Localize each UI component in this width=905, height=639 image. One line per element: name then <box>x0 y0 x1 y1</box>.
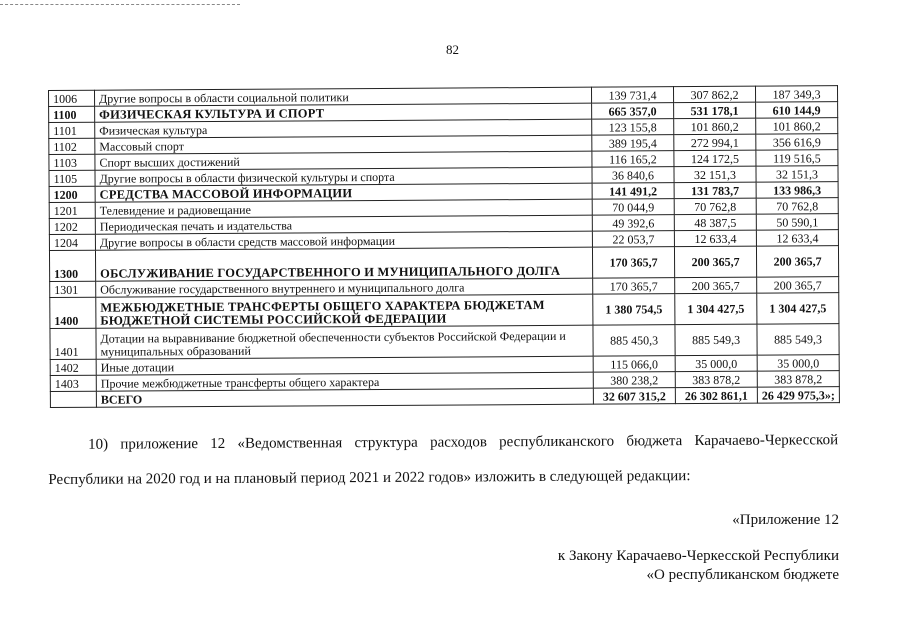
value-2021: 200 365,7 <box>675 277 757 294</box>
total-label: ВСЕГО <box>96 388 593 407</box>
row-code: 1401 <box>50 328 96 359</box>
value-2021: 101 860,2 <box>674 118 756 135</box>
value-2021: 531 178,1 <box>674 102 756 119</box>
value-2020: 380 238,2 <box>593 372 675 389</box>
value-2020: 116 165,2 <box>592 151 674 168</box>
row-code: 1006 <box>49 90 95 106</box>
amendment-paragraph <box>48 423 838 498</box>
value-2022: 187 349,3 <box>755 86 837 103</box>
row-code: 1300 <box>49 250 95 281</box>
value-2022: 32 151,3 <box>756 166 838 183</box>
total-code-cell <box>50 391 96 407</box>
row-name: СРЕДСТВА МАССОВОЙ ИНФОРМАЦИИ <box>95 183 592 202</box>
value-2020: 389 195,4 <box>592 135 674 152</box>
row-name: Спорт высших достижений <box>95 151 592 170</box>
value-2021: 48 387,5 <box>674 214 756 231</box>
value-2021: 32 151,3 <box>674 166 756 183</box>
row-name: Обслуживание государственного внутреннего и муниципального долга <box>96 278 593 297</box>
value-2022: 70 762,8 <box>756 198 838 215</box>
row-name: ФИЗИЧЕСКАЯ КУЛЬТУРА И СПОРТ <box>95 103 592 122</box>
row-name: Периодическая печать и издательства <box>95 215 592 234</box>
value-2022: 12 633,4 <box>756 230 838 247</box>
row-name: Иные дотации <box>96 356 593 375</box>
value-2020: 1 380 754,5 <box>593 294 675 326</box>
row-name: Другие вопросы в области средств массовой информации <box>95 231 592 250</box>
table-row <box>50 324 839 360</box>
budget-table-body <box>49 86 840 408</box>
row-code: 1100 <box>49 106 95 122</box>
value-2020: 170 365,7 <box>593 278 675 295</box>
page-number: 82 <box>446 42 459 57</box>
row-code: 1301 <box>50 281 96 297</box>
value-2020: 170 365,7 <box>592 247 674 279</box>
value-2020: 123 155,8 <box>592 119 674 136</box>
value-2022: 133 986,3 <box>756 182 838 199</box>
row-code: 1102 <box>49 138 95 154</box>
row-name: Дотации на выравнивание бюджетной обеспеченности субъектов Российской Федерации и муниципальных образований <box>96 325 593 359</box>
value-2020: 49 392,6 <box>592 215 674 232</box>
value-2021: 131 783,7 <box>674 182 756 199</box>
value-2022: 200 365,7 <box>756 246 838 278</box>
law-line-2: «О республиканском бюджете <box>646 567 839 583</box>
budget-table <box>48 85 840 408</box>
row-code: 1200 <box>49 186 95 202</box>
value-2022: 885 549,3 <box>757 324 839 356</box>
value-2021: 885 549,3 <box>675 324 757 356</box>
value-2022: 200 365,7 <box>757 277 839 294</box>
table-row <box>49 246 838 282</box>
value-2022: 119 516,5 <box>756 150 838 167</box>
row-code: 1103 <box>49 154 95 170</box>
value-2020: 665 357,0 <box>592 103 674 120</box>
table-row <box>50 293 839 329</box>
value-2022: 610 144,9 <box>756 102 838 119</box>
value-2022: 35 000,0 <box>757 355 839 372</box>
row-code: 1204 <box>49 234 95 250</box>
row-name: ОБСЛУЖИВАНИЕ ГОСУДАРСТВЕННОГО И МУНИЦИПАЛЬНОГО ДОЛГА <box>95 247 592 281</box>
row-code: 1400 <box>50 297 96 328</box>
value-2021: 12 633,4 <box>674 230 756 247</box>
row-code: 1202 <box>49 218 95 234</box>
total-2020: 32 607 315,2 <box>593 388 675 405</box>
value-2022: 356 616,9 <box>756 134 838 151</box>
value-2021: 383 878,2 <box>675 371 757 388</box>
total-2021: 26 302 861,1 <box>675 387 757 404</box>
row-code: 1402 <box>50 359 96 375</box>
row-name: Другие вопросы в области физической культуры и спорта <box>95 167 592 186</box>
value-2020: 115 066,0 <box>593 356 675 373</box>
row-code: 1101 <box>49 122 95 138</box>
value-2021: 272 994,1 <box>674 134 756 151</box>
row-name: МЕЖБЮДЖЕТНЫЕ ТРАНСФЕРТЫ ОБЩЕГО ХАРАКТЕРА БЮДЖЕТАМ БЮДЖЕТНОЙ СИСТЕМЫ РОССИЙСКОЙ ФЕДЕРАЦИИ <box>96 294 593 328</box>
value-2020: 22 053,7 <box>592 231 674 248</box>
value-2022: 383 878,2 <box>757 371 839 388</box>
value-2021: 1 304 427,5 <box>675 293 757 325</box>
law-line-1: к Закону Карачаево-Черкесской Республики <box>557 548 839 564</box>
row-code: 1105 <box>49 170 95 186</box>
row-name: Прочие межбюджетные трансферты общего характера <box>96 372 593 391</box>
row-name: Физическая культура <box>95 119 592 138</box>
value-2020: 139 731,4 <box>591 87 673 104</box>
row-code: 1201 <box>49 202 95 218</box>
top-dashed-line <box>0 4 240 5</box>
value-2021: 124 172,5 <box>674 150 756 167</box>
value-2020: 36 840,6 <box>592 167 674 184</box>
value-2020: 141 491,2 <box>592 183 674 200</box>
value-2021: 70 762,8 <box>674 198 756 215</box>
value-2022: 101 860,2 <box>756 118 838 135</box>
value-2022: 1 304 427,5 <box>757 293 839 325</box>
value-2021: 35 000,0 <box>675 355 757 372</box>
value-2021: 200 365,7 <box>674 246 756 278</box>
row-name: Телевидение и радиовещание <box>95 199 592 218</box>
row-code: 1403 <box>50 375 96 391</box>
value-2020: 70 044,9 <box>592 199 674 216</box>
appendix-title: «Приложение 12 <box>732 512 839 528</box>
amendment-text: 10) приложение 12 «Ведомственная структура расходов республиканского бюджета Карачаево-Черкесской Республики на 2020 год и на плановый период 2021 и 2022 годов» изложить в следующей редакции: <box>48 432 839 488</box>
row-name: Массовый спорт <box>95 135 592 154</box>
value-2020: 885 450,3 <box>593 325 675 357</box>
law-reference <box>558 547 839 585</box>
total-2022: 26 429 975,3»; <box>757 387 839 404</box>
value-2022: 50 590,1 <box>756 214 838 231</box>
value-2021: 307 862,2 <box>673 86 755 103</box>
row-name: Другие вопросы в области социальной политики <box>95 87 592 106</box>
